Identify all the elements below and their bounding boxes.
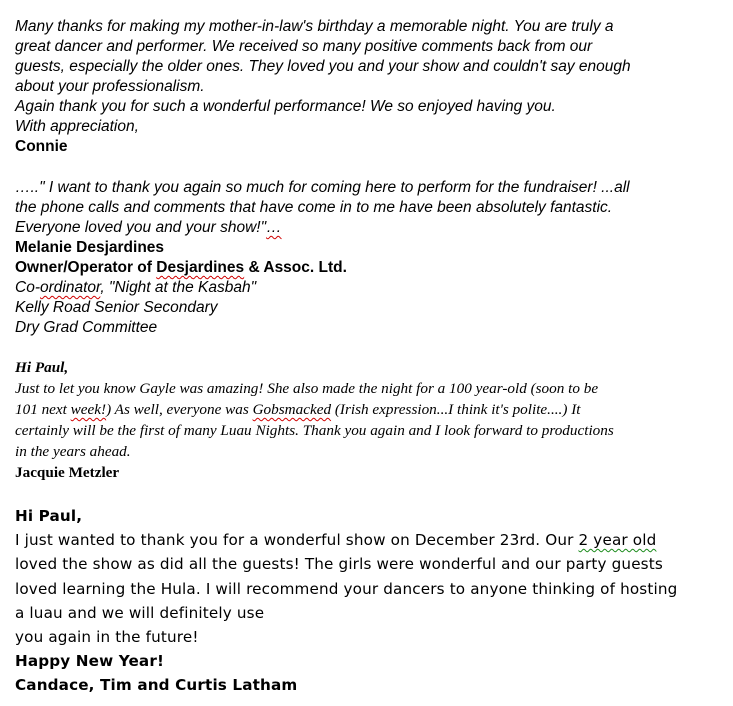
spellcheck-mark: ordinator xyxy=(39,279,101,296)
closing: Happy New Year! xyxy=(15,652,165,671)
testimonial-line: great dancer and performer. We received so many positive comments back from our xyxy=(15,38,593,55)
signature-role xyxy=(15,278,730,298)
signature: Connie xyxy=(15,138,68,155)
testimonial-line: Many thanks for making my mother-in-law's birthday a memorable night. You are truly a xyxy=(15,18,614,35)
text-segment: , "Night at the Kasbah" xyxy=(100,279,257,296)
testimonial-line: about your professionalism. xyxy=(15,78,205,95)
signature: Melanie Desjardines xyxy=(15,239,165,256)
signature: Jacquie Metzler xyxy=(15,464,120,481)
testimonial-line xyxy=(15,218,730,238)
testimonial-line xyxy=(15,399,730,420)
signature: Candace, Tim and Curtis Latham xyxy=(15,676,298,695)
text-segment: & Assoc. Ltd. xyxy=(244,259,347,276)
greeting: Hi Paul, xyxy=(15,507,83,525)
spellcheck-mark: … xyxy=(266,219,282,236)
signature-committee: Dry Grad Committee xyxy=(15,319,158,336)
spellcheck-mark: week! xyxy=(70,401,107,418)
signature-title xyxy=(15,258,730,278)
testimonial-line: Just to let you know Gayle was amazing! She also made the night for a 100 year-old (soon to be xyxy=(15,380,599,397)
testimonial-line: you again in the future! xyxy=(15,628,199,647)
testimonial-line: the phone calls and comments that have come in to me have been absolutely fantastic. xyxy=(15,199,613,216)
signature-school: Kelly Road Senior Secondary xyxy=(15,299,218,316)
testimonial-line: loved the show as did all the guests! The girls were wonderful and our party guests xyxy=(15,555,663,574)
testimonial-melanie xyxy=(15,178,730,338)
testimonial-line: certainly will be the first of many Luau Nights. Thank you again and I look forward to productions xyxy=(15,422,614,439)
testimonial-line: ….." I want to thank you again so much for coming here to perform for the fundraiser! ...all xyxy=(15,179,630,196)
grammar-mark: 2 year old xyxy=(578,531,657,550)
testimonial-line: guests, especially the older ones. They loved you and your show and couldn't say enough xyxy=(15,58,631,75)
testimonial-line: Again thank you for such a wonderful performance! We so enjoyed having you. xyxy=(15,98,556,115)
text-segment: I just wanted to thank you for a wonderful show on December 23rd. Our xyxy=(15,531,579,550)
text-segment: Everyone loved you and your show!" xyxy=(15,219,267,236)
testimonial-line: With appreciation, xyxy=(15,118,139,135)
testimonial-line: a luau and we will definitely use xyxy=(15,603,265,622)
testimonial-connie xyxy=(15,17,730,157)
text-segment: Owner/Operator of xyxy=(15,259,157,276)
testimonial-candace xyxy=(15,504,730,698)
spellcheck-mark: Desjardines xyxy=(156,259,245,276)
text-segment: (Irish expression...I think it's polite....) It xyxy=(331,401,581,418)
testimonial-line xyxy=(15,528,730,552)
testimonial-line: in the years ahead. xyxy=(15,443,131,460)
text-segment: Co- xyxy=(15,279,40,296)
testimonial-jacquie xyxy=(15,357,730,483)
testimonial-line: loved learning the Hula. I will recommend your dancers to anyone thinking of hosting xyxy=(15,579,678,598)
greeting: Hi Paul, xyxy=(15,359,69,376)
text-segment: ) As well, everyone was xyxy=(106,401,253,418)
text-segment: 101 next xyxy=(15,401,71,418)
spellcheck-mark: Gobsmacked xyxy=(252,401,332,418)
